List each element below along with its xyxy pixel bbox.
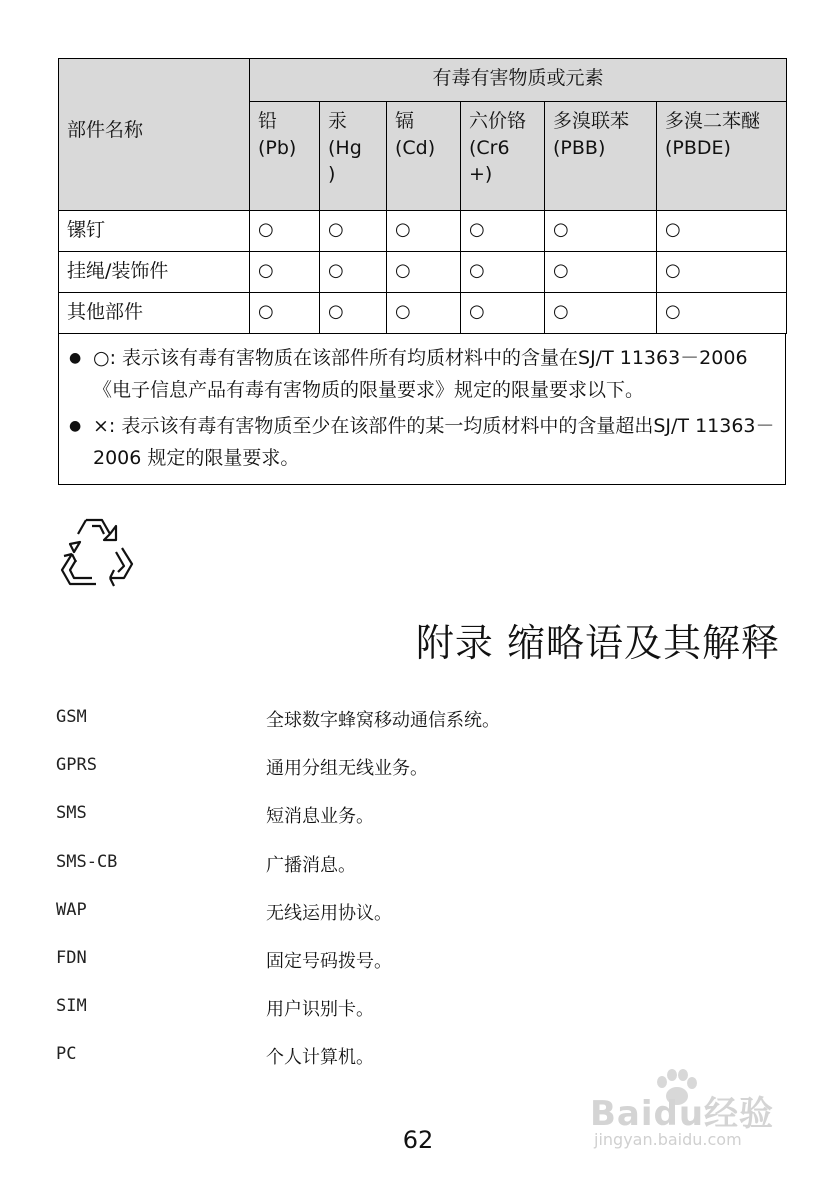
appendix-title: 附录 缩略语及其解释	[415, 621, 780, 665]
abbreviation-term: GPRS	[56, 755, 97, 776]
abbreviation-list	[56, 700, 776, 1086]
baidu-jingyan-watermark	[590, 1068, 790, 1168]
abbreviation-definition: 广播消息。	[266, 854, 356, 876]
column-header-symbol: (PBDE)	[665, 136, 731, 159]
column-header-cr6	[461, 102, 545, 211]
table-row	[59, 252, 787, 293]
column-header-name: 多溴联苯	[553, 110, 630, 132]
column-header-hg	[320, 102, 387, 211]
table-row	[59, 211, 787, 252]
mark-cell: ○	[320, 211, 387, 252]
column-header-name: 铅	[258, 110, 278, 132]
abbreviation-term: SMS	[56, 803, 87, 824]
page-number: 62	[402, 1126, 434, 1154]
note-item	[69, 342, 775, 406]
column-header-pbde	[657, 102, 787, 211]
note-item	[69, 410, 775, 474]
hazardous-substance-table-section	[58, 58, 786, 485]
table-notes	[58, 334, 786, 485]
recycle-icon	[56, 512, 140, 592]
bullet-icon: ●	[69, 350, 82, 366]
column-header-symbol-tail: +)	[469, 163, 493, 186]
mark-cell: ○	[250, 252, 320, 293]
watermark-url: jingyan.baidu.com	[594, 1130, 742, 1149]
column-header-name: 镉	[395, 110, 415, 132]
abbreviation-definition: 全球数字蜂窝移动通信系统。	[266, 710, 500, 731]
list-item	[56, 796, 776, 844]
watermark-logo: Baidu经验	[590, 1094, 775, 1134]
mark-cell: ○	[545, 211, 657, 252]
abbreviation-definition: 短消息业务。	[266, 806, 374, 828]
column-header-pb	[250, 102, 320, 211]
mark-cell: ○	[545, 252, 657, 293]
column-header-symbol: (Cr6	[469, 136, 510, 159]
column-header-symbol: (Hg	[328, 136, 362, 159]
abbreviation-term: SMS-CB	[56, 851, 118, 872]
part-name-cell: 其他部件	[59, 293, 250, 334]
mark-cell: ○	[461, 293, 545, 334]
abbreviation-definition: 无线运用协议。	[266, 902, 392, 924]
mark-cell: ○	[461, 211, 545, 252]
column-header-symbol: (Cd)	[395, 136, 436, 159]
mark-cell: ○	[250, 293, 320, 334]
mark-cell: ○	[461, 252, 545, 293]
column-header-cd	[387, 102, 461, 211]
list-item	[56, 700, 776, 748]
column-header-name: 六价铬	[469, 110, 527, 132]
abbreviation-term: FDN	[56, 947, 87, 968]
bullet-icon: ●	[69, 418, 82, 434]
hazardous-substance-table	[58, 58, 787, 334]
column-header-symbol: (Pb)	[258, 136, 297, 159]
mark-cell: ○	[320, 252, 387, 293]
abbreviation-term: WAP	[56, 899, 87, 920]
mark-cell: ○	[657, 293, 787, 334]
abbreviation-term: SIM	[56, 996, 87, 1017]
part-name-header: 部件名称	[59, 59, 250, 211]
substance-group-header: 有毒有害物质或元素	[250, 59, 787, 102]
abbreviation-term: PC	[56, 1044, 77, 1065]
list-item	[56, 989, 776, 1037]
mark-cell: ○	[657, 252, 787, 293]
column-header-symbol: (PBB)	[553, 136, 606, 159]
table-row	[59, 293, 787, 334]
abbreviation-definition: 个人计算机。	[266, 1047, 374, 1069]
column-header-name: 汞	[328, 110, 348, 132]
abbreviation-definition: 通用分组无线业务。	[266, 758, 428, 780]
abbreviation-definition: 用户识别卡。	[266, 999, 374, 1021]
mark-cell: ○	[387, 293, 461, 334]
column-header-name: 多溴二苯醚	[665, 110, 761, 132]
mark-cell: ○	[545, 293, 657, 334]
mark-cell: ○	[320, 293, 387, 334]
abbreviation-definition: 固定号码拨号。	[266, 950, 392, 972]
mark-cell: ○	[387, 252, 461, 293]
list-item	[56, 845, 776, 893]
note-text: ×: 表示该有毒有害物质至少在该部件的某一均质材料中的含量超出SJ/T 11363－2006 规定的限量要求。	[93, 415, 775, 469]
list-item	[56, 748, 776, 796]
mark-cell: ○	[657, 211, 787, 252]
list-item	[56, 893, 776, 941]
part-name-cell: 挂绳/装饰件	[59, 252, 250, 293]
mark-cell: ○	[387, 211, 461, 252]
part-name-cell: 镙钉	[59, 211, 250, 252]
note-text: ○: 表示该有毒有害物质在该部件所有均质材料中的含量在SJ/T 11363－2006《电子信息产品有毒有害物质的限量要求》规定的限量要求以下。	[93, 347, 748, 401]
mark-cell: ○	[250, 211, 320, 252]
list-item	[56, 941, 776, 989]
abbreviation-term: GSM	[56, 707, 87, 727]
column-header-symbol-tail: )	[328, 163, 336, 186]
column-header-pbb	[545, 102, 657, 211]
